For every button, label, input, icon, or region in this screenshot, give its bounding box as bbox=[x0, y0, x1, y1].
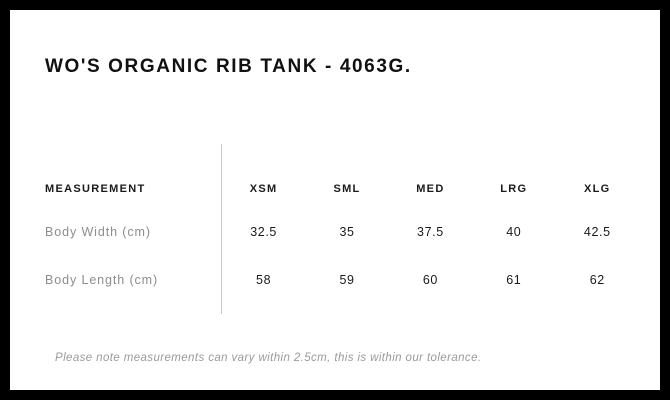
size-chart-card bbox=[10, 10, 660, 390]
table-row bbox=[45, 208, 639, 256]
tolerance-note: Please note measurements can vary within 2.5cm, this is within our tolerance. bbox=[55, 352, 482, 364]
column-header-lrg: LRG bbox=[500, 183, 528, 195]
table-header bbox=[45, 170, 639, 208]
column-header-sml: SML bbox=[333, 183, 361, 195]
column-header-xlg: XLG bbox=[584, 183, 611, 195]
cell-body-width-lrg: 40 bbox=[506, 225, 522, 239]
column-header-med: MED bbox=[416, 183, 445, 195]
cell-body-length-xsm: 58 bbox=[256, 273, 272, 287]
cell-body-length-xlg: 62 bbox=[589, 273, 605, 287]
row-label-body-length: Body Length (cm) bbox=[45, 273, 159, 287]
cell-body-width-xsm: 32.5 bbox=[250, 225, 277, 239]
table-header-row bbox=[45, 170, 639, 208]
cell-body-length-lrg: 61 bbox=[506, 273, 522, 287]
cell-body-length-med: 60 bbox=[422, 273, 438, 287]
cell-body-width-med: 37.5 bbox=[417, 225, 444, 239]
column-header-xsm: XSM bbox=[249, 183, 278, 195]
table-body bbox=[45, 208, 639, 304]
cell-body-width-xlg: 42.5 bbox=[583, 225, 611, 239]
page-title: WO'S ORGANIC RIB TANK - 4063G. bbox=[45, 56, 412, 77]
row-label-body-width: Body Width (cm) bbox=[45, 225, 151, 239]
table-row bbox=[45, 256, 639, 304]
column-header-measurement: MEASUREMENT bbox=[45, 183, 146, 195]
cell-body-width-sml: 35 bbox=[339, 225, 355, 239]
cell-body-length-sml: 59 bbox=[339, 273, 355, 287]
size-chart-table bbox=[45, 170, 639, 304]
